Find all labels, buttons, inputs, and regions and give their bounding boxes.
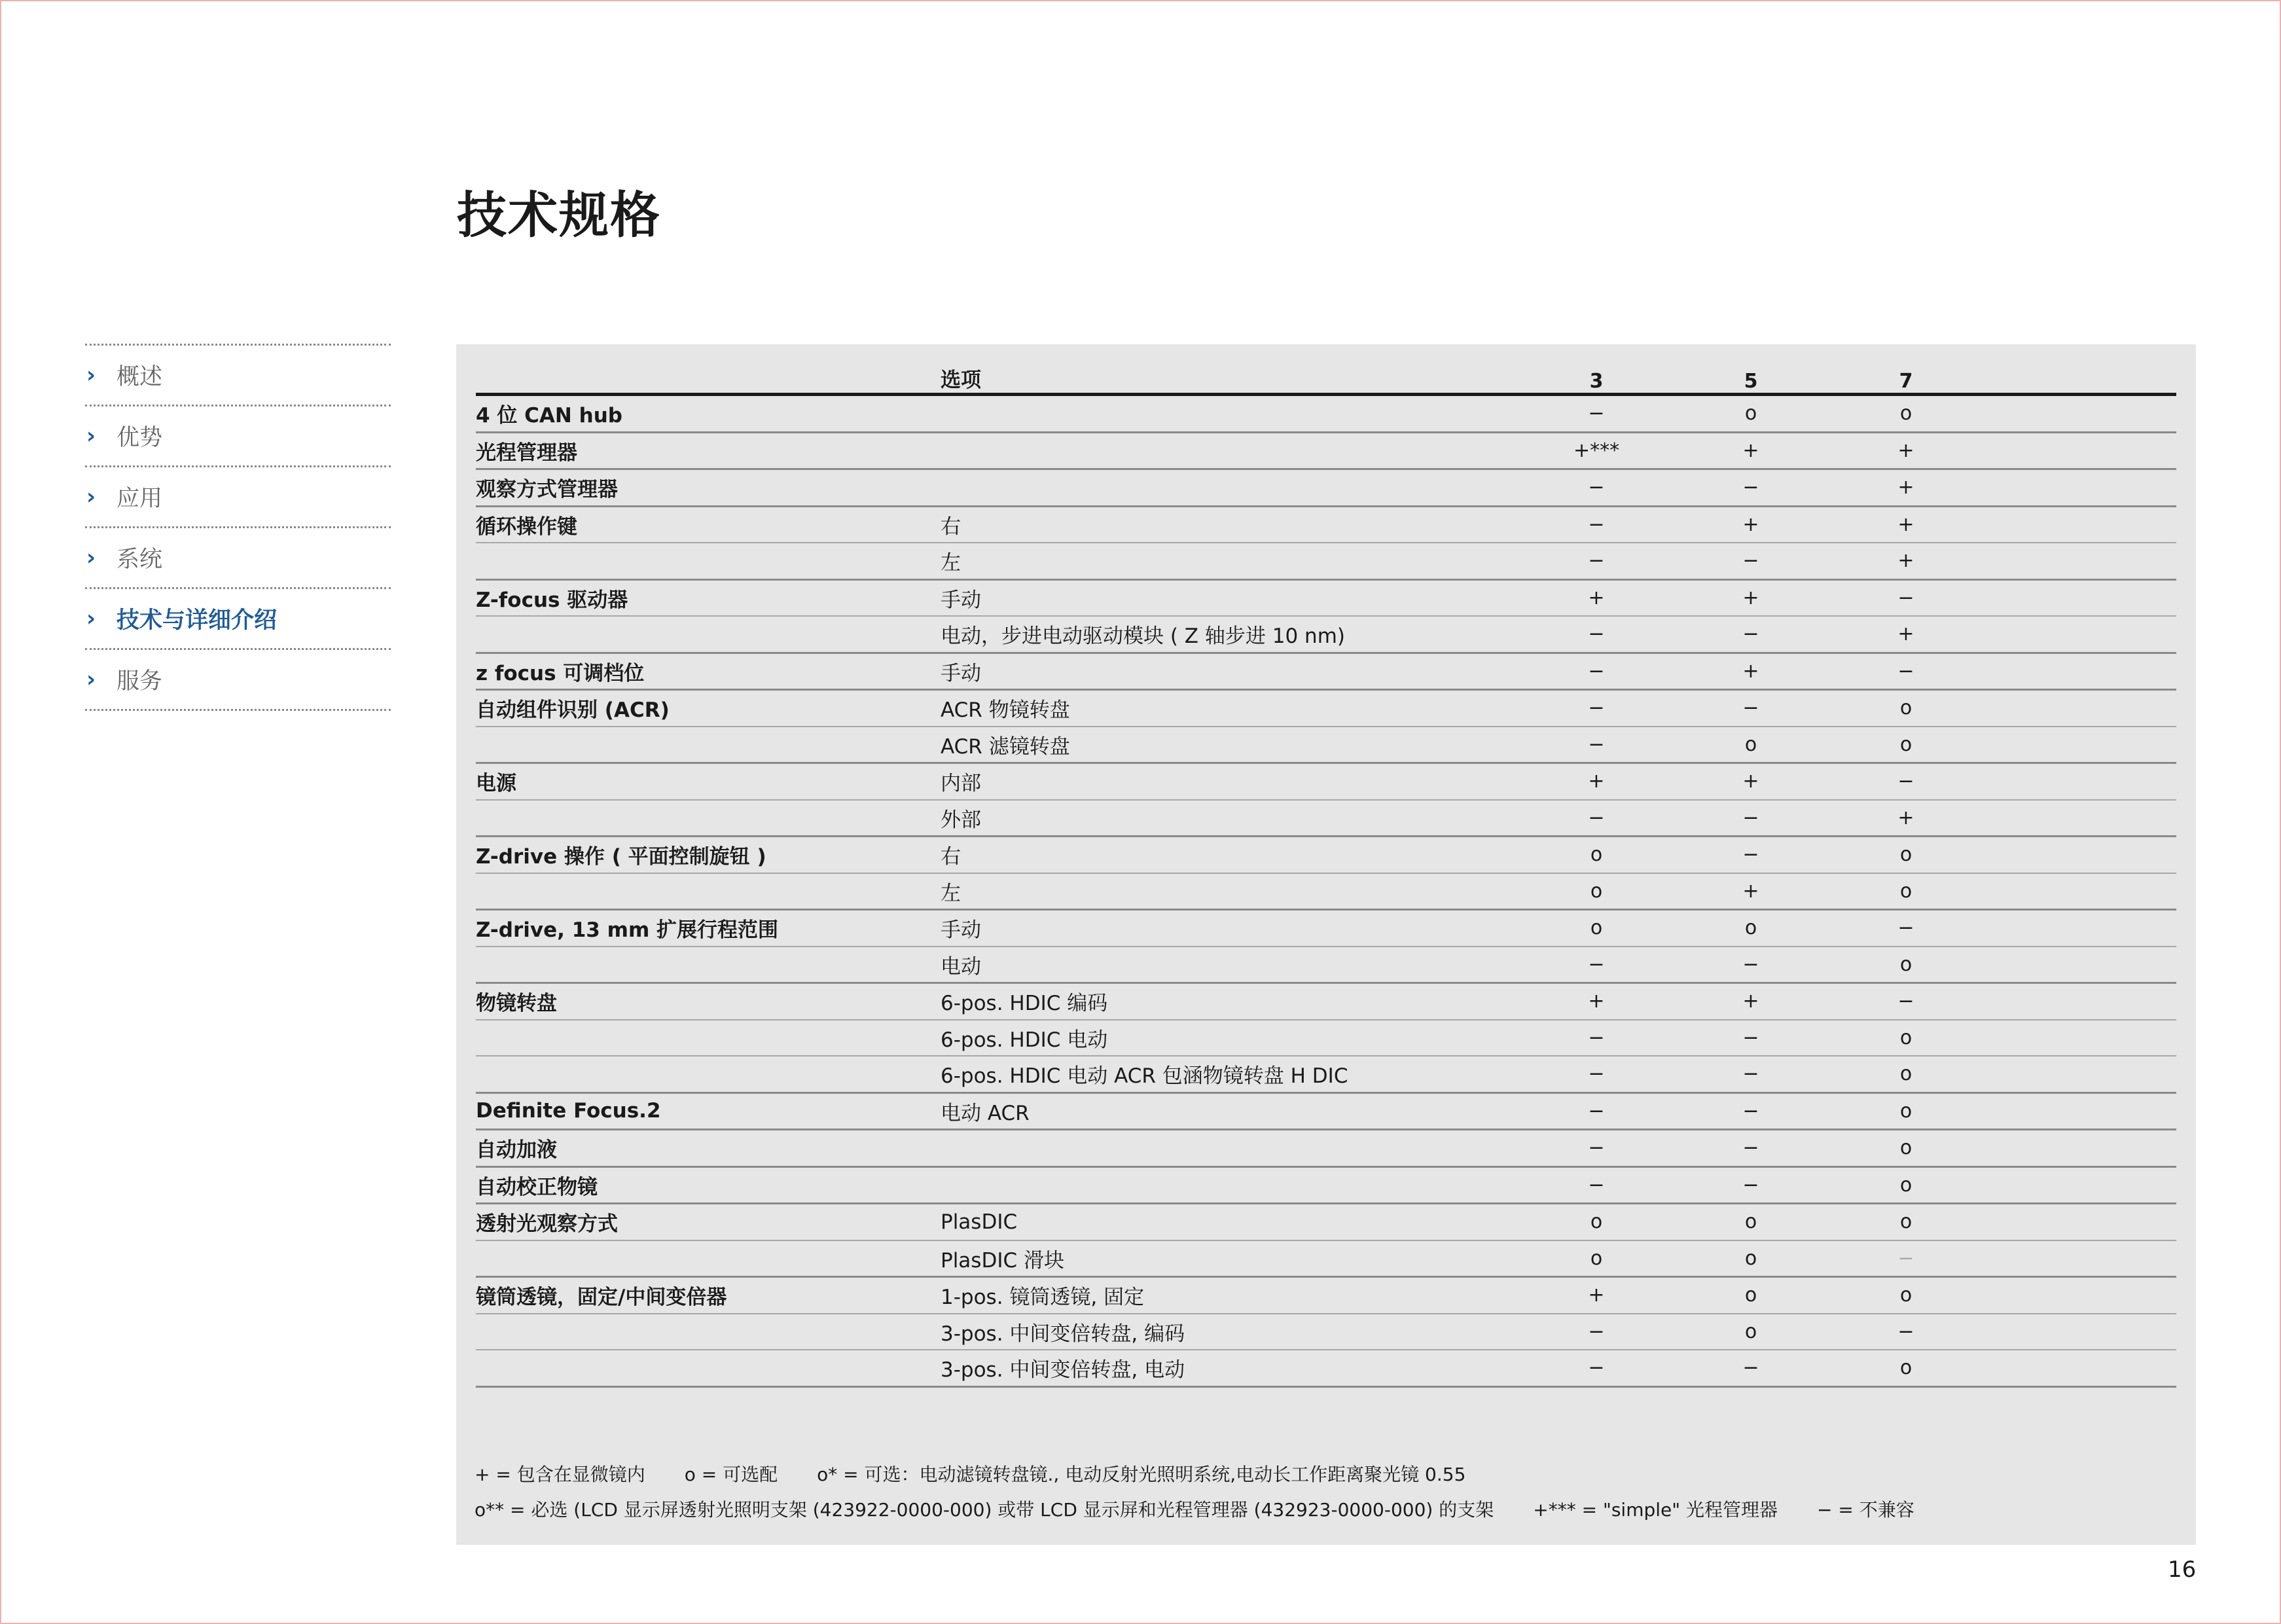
table-row	[476, 1278, 2176, 1314]
row-name: Z-drive, 13 mm 扩展行程范围	[476, 918, 779, 943]
row-name: 电源	[476, 772, 516, 796]
row-value-7: o	[1899, 1356, 1913, 1380]
row-option: 电动，步进电动驱动模块 ( Z 轴步进 10 nm)	[941, 624, 1345, 649]
chevron-right-icon: ›	[86, 545, 96, 571]
header-name	[476, 360, 934, 395]
chevron-right-icon: ›	[86, 484, 96, 510]
sidebar-item[interactable]	[85, 648, 391, 711]
row-value-5: −	[1742, 1136, 1759, 1160]
row-name	[476, 1020, 934, 1056]
table-row	[476, 874, 2176, 911]
legend-line-2	[475, 1492, 2176, 1528]
row-name: 4 位 CAN hub	[476, 404, 622, 428]
row-value-7: o	[1899, 1026, 1913, 1049]
row-value-3: +	[1588, 586, 1605, 609]
row-value-3: −	[1588, 549, 1605, 573]
legend-notes	[475, 1457, 2176, 1528]
sidebar-item[interactable]	[85, 465, 391, 526]
row-name: 物镜转盘	[476, 992, 557, 1016]
row-value-3: −	[1588, 623, 1605, 646]
row-value-5: o	[1744, 1320, 1757, 1343]
row-value-7: −	[1897, 916, 1914, 940]
row-value-5: +	[1742, 439, 1759, 462]
spec-table	[476, 360, 2176, 1388]
row-option: 右	[941, 845, 961, 869]
row-value-5: −	[1742, 476, 1759, 499]
sidebar-item-label: 概述	[117, 364, 163, 390]
row-option: 左	[941, 881, 961, 905]
table-row	[476, 507, 2176, 544]
row-name: 观察方式管理器	[476, 478, 618, 502]
row-option: PlasDIC 滑块	[941, 1248, 1064, 1272]
row-option: 手动	[941, 918, 981, 943]
table-row	[476, 727, 2176, 765]
table-row	[476, 911, 2176, 947]
row-name	[476, 801, 934, 836]
row-name: 透射光观察方式	[476, 1212, 618, 1236]
row-value-3: −	[1588, 659, 1605, 683]
row-value-3: o	[1590, 1210, 1603, 1234]
sidebar-item[interactable]	[85, 344, 391, 405]
row-option: 左	[941, 551, 961, 575]
row-option: 电动 ACR	[941, 1101, 1030, 1125]
table-row	[476, 470, 2176, 507]
sidebar-item-label: 技术与详细介绍	[117, 607, 278, 634]
row-value-3: +	[1588, 990, 1605, 1013]
table-row	[476, 837, 2176, 874]
row-option: 电动	[941, 954, 981, 979]
chevron-right-icon: ›	[86, 666, 96, 693]
row-value-7: −	[1897, 1246, 1914, 1270]
row-option: 手动	[941, 588, 981, 612]
page-title: 技术规格	[457, 186, 661, 244]
row-name	[476, 1350, 934, 1386]
chevron-right-icon: ›	[86, 362, 96, 388]
row-option	[941, 1130, 1791, 1166]
row-value-3: +	[1588, 1284, 1605, 1307]
row-value-3: −	[1588, 476, 1605, 499]
row-name: 光程管理器	[476, 441, 577, 465]
row-value-5: +	[1742, 770, 1759, 793]
table-row	[476, 543, 2176, 581]
row-value-5: o	[1744, 1284, 1757, 1307]
row-value-5: o	[1744, 732, 1757, 756]
row-value-5: −	[1742, 1356, 1759, 1380]
table-row	[476, 1056, 2176, 1094]
row-option: 6-pos. HDIC 编码	[941, 992, 1108, 1016]
row-option: PlasDIC	[941, 1210, 1018, 1234]
row-option: 1-pos. 镜筒透镜, 固定	[941, 1286, 1145, 1310]
chevron-right-icon: ›	[86, 423, 96, 449]
row-value-3: −	[1588, 1136, 1605, 1160]
sidebar-item[interactable]	[85, 405, 391, 465]
row-option	[941, 470, 1791, 505]
row-value-3: −	[1588, 1099, 1605, 1123]
row-name: 自动加液	[476, 1138, 557, 1163]
row-name	[476, 1241, 934, 1276]
row-value-5: o	[1744, 916, 1757, 940]
row-option: 内部	[941, 772, 981, 796]
row-value-7: −	[1897, 770, 1914, 793]
row-name: 自动组件识别 (ACR)	[476, 698, 670, 723]
row-name: Z-focus 驱动器	[476, 588, 628, 612]
row-option: 右	[941, 514, 961, 539]
row-option: ACR 物镜转盘	[941, 698, 1070, 723]
row-name	[476, 727, 934, 763]
row-value-3: −	[1588, 732, 1605, 756]
table-row	[476, 396, 2176, 433]
sidebar-item-label: 应用	[117, 486, 163, 512]
row-value-3: o	[1590, 916, 1603, 940]
row-value-5: −	[1742, 696, 1759, 720]
row-value-5: +	[1742, 586, 1759, 609]
table-row	[476, 1204, 2176, 1241]
row-value-7: +	[1897, 476, 1914, 499]
sidebar-item-label: 优势	[117, 425, 163, 451]
row-name: Z-drive 操作 ( 平面控制旋钮 )	[476, 845, 766, 869]
row-value-7: o	[1899, 696, 1913, 720]
row-option: 6-pos. HDIC 电动 ACR 包涵物镜转盘 H DIC	[941, 1064, 1348, 1089]
legend-entry: − = 不兼容	[1817, 1499, 1914, 1521]
table-row	[476, 764, 2176, 801]
row-option	[941, 396, 1791, 431]
row-name: Definite Focus.2	[476, 1099, 661, 1123]
spec-panel	[456, 344, 2196, 1545]
sidebar-nav	[85, 344, 391, 711]
table-row	[476, 1094, 2176, 1131]
row-option: 外部	[941, 808, 981, 832]
row-value-7: o	[1899, 879, 1913, 903]
row-option: 3-pos. 中间变倍转盘, 电动	[941, 1358, 1185, 1382]
table-header	[476, 360, 2176, 396]
row-value-7: o	[1899, 1173, 1913, 1197]
table-row	[476, 1241, 2176, 1278]
row-value-5: o	[1744, 1246, 1757, 1270]
table-row	[476, 1168, 2176, 1205]
row-name: 自动校正物镜	[476, 1175, 598, 1199]
legend-entry: o** = 必选 (LCD 显示屏透射光照明支架 (423922-0000-000) 或带 LCD 显示屏和光程管理器 (432923-0000-000) 的支架	[475, 1499, 1494, 1521]
row-name: z focus 可调档位	[476, 661, 645, 685]
header-col-3: 3	[1589, 370, 1604, 393]
legend-line-1	[475, 1457, 2176, 1492]
row-value-5: +	[1742, 879, 1759, 903]
row-name	[476, 1056, 934, 1092]
row-value-5: +	[1742, 513, 1759, 536]
row-value-5: −	[1742, 843, 1759, 867]
row-value-3: +***	[1573, 439, 1620, 462]
row-value-7: o	[1899, 952, 1913, 976]
row-value-5: +	[1742, 659, 1759, 683]
row-value-7: o	[1899, 1099, 1913, 1123]
row-value-5: −	[1742, 806, 1759, 829]
row-value-5: −	[1742, 1173, 1759, 1197]
row-value-3: +	[1588, 770, 1605, 793]
page-number: 16	[2168, 1557, 2197, 1583]
row-name	[476, 543, 934, 579]
row-value-7: −	[1897, 659, 1914, 683]
row-value-5: −	[1742, 1062, 1759, 1086]
row-value-5: o	[1744, 1210, 1757, 1234]
row-name	[476, 947, 934, 983]
row-value-5: o	[1744, 402, 1757, 425]
sidebar-item-label: 系统	[117, 547, 163, 573]
table-row	[476, 984, 2176, 1020]
row-value-3: −	[1588, 1026, 1605, 1049]
row-value-7: −	[1897, 990, 1914, 1013]
table-row	[476, 691, 2176, 727]
row-name	[476, 1314, 934, 1350]
legend-entry: o* = 可选：电动滤镜转盘镜., 电动反射光照明系统,电动长工作距离聚光镜 0.55	[817, 1464, 1466, 1485]
table-body	[476, 396, 2176, 1388]
row-option	[941, 433, 1791, 469]
row-value-3: −	[1588, 1062, 1605, 1086]
row-value-5: −	[1742, 1099, 1759, 1123]
row-value-7: o	[1899, 1284, 1913, 1307]
row-value-7: o	[1899, 732, 1913, 756]
row-value-3: −	[1588, 952, 1605, 976]
table-row	[476, 1020, 2176, 1057]
row-value-7: o	[1899, 1062, 1913, 1086]
row-value-5: −	[1742, 623, 1759, 646]
row-name	[476, 617, 934, 652]
row-value-7: o	[1899, 843, 1913, 867]
row-value-3: o	[1590, 843, 1603, 867]
row-option: 手动	[941, 661, 981, 685]
legend-entry: + = 包含在显微镜内	[475, 1464, 645, 1485]
chevron-right-icon: ›	[86, 605, 96, 632]
table-row	[476, 1350, 2176, 1388]
row-value-7: +	[1897, 513, 1914, 536]
row-value-3: o	[1590, 879, 1603, 903]
row-value-7: +	[1897, 549, 1914, 573]
table-row	[476, 581, 2176, 617]
row-value-7: +	[1897, 806, 1914, 829]
row-value-3: −	[1588, 513, 1605, 536]
header-col-5: 5	[1744, 370, 1758, 393]
row-value-3: −	[1588, 696, 1605, 720]
row-option	[941, 1168, 1791, 1203]
row-value-7: −	[1897, 1320, 1914, 1343]
row-value-7: o	[1899, 402, 1913, 425]
table-row	[476, 1130, 2176, 1168]
row-name: 镜筒透镜，固定/中间变倍器	[476, 1286, 727, 1310]
header-col-7: 7	[1899, 370, 1913, 393]
row-name: 循环操作键	[476, 514, 577, 539]
table-row	[476, 947, 2176, 984]
row-option: 3-pos. 中间变倍转盘, 编码	[941, 1322, 1185, 1346]
row-value-3: −	[1588, 1356, 1605, 1380]
header-option: 选项	[941, 369, 981, 392]
table-row	[476, 1314, 2176, 1351]
row-value-3: o	[1590, 1246, 1603, 1270]
table-row	[476, 617, 2176, 654]
row-value-5: −	[1742, 549, 1759, 573]
sidebar-item-label: 服务	[117, 668, 163, 695]
row-name	[476, 874, 934, 909]
row-option: ACR 滤镜转盘	[941, 734, 1070, 759]
row-value-5: −	[1742, 952, 1759, 976]
row-value-3: −	[1588, 402, 1605, 425]
row-value-7: +	[1897, 623, 1914, 646]
table-row	[476, 801, 2176, 838]
table-row	[476, 433, 2176, 471]
table-row	[476, 654, 2176, 691]
sidebar-item[interactable]	[85, 587, 391, 648]
row-value-7: −	[1897, 586, 1914, 609]
row-option: 6-pos. HDIC 电动	[941, 1028, 1108, 1052]
legend-entry: o = 可选配	[684, 1464, 778, 1485]
row-value-7: o	[1899, 1136, 1913, 1160]
row-value-7: o	[1899, 1210, 1913, 1234]
row-value-3: −	[1588, 1320, 1605, 1343]
row-value-7: +	[1897, 439, 1914, 462]
sidebar-item[interactable]	[85, 526, 391, 587]
row-value-3: −	[1588, 1173, 1605, 1197]
row-value-3: −	[1588, 806, 1605, 829]
row-value-5: −	[1742, 1026, 1759, 1049]
legend-entry: +*** = "simple" 光程管理器	[1533, 1499, 1778, 1521]
row-value-5: +	[1742, 990, 1759, 1013]
